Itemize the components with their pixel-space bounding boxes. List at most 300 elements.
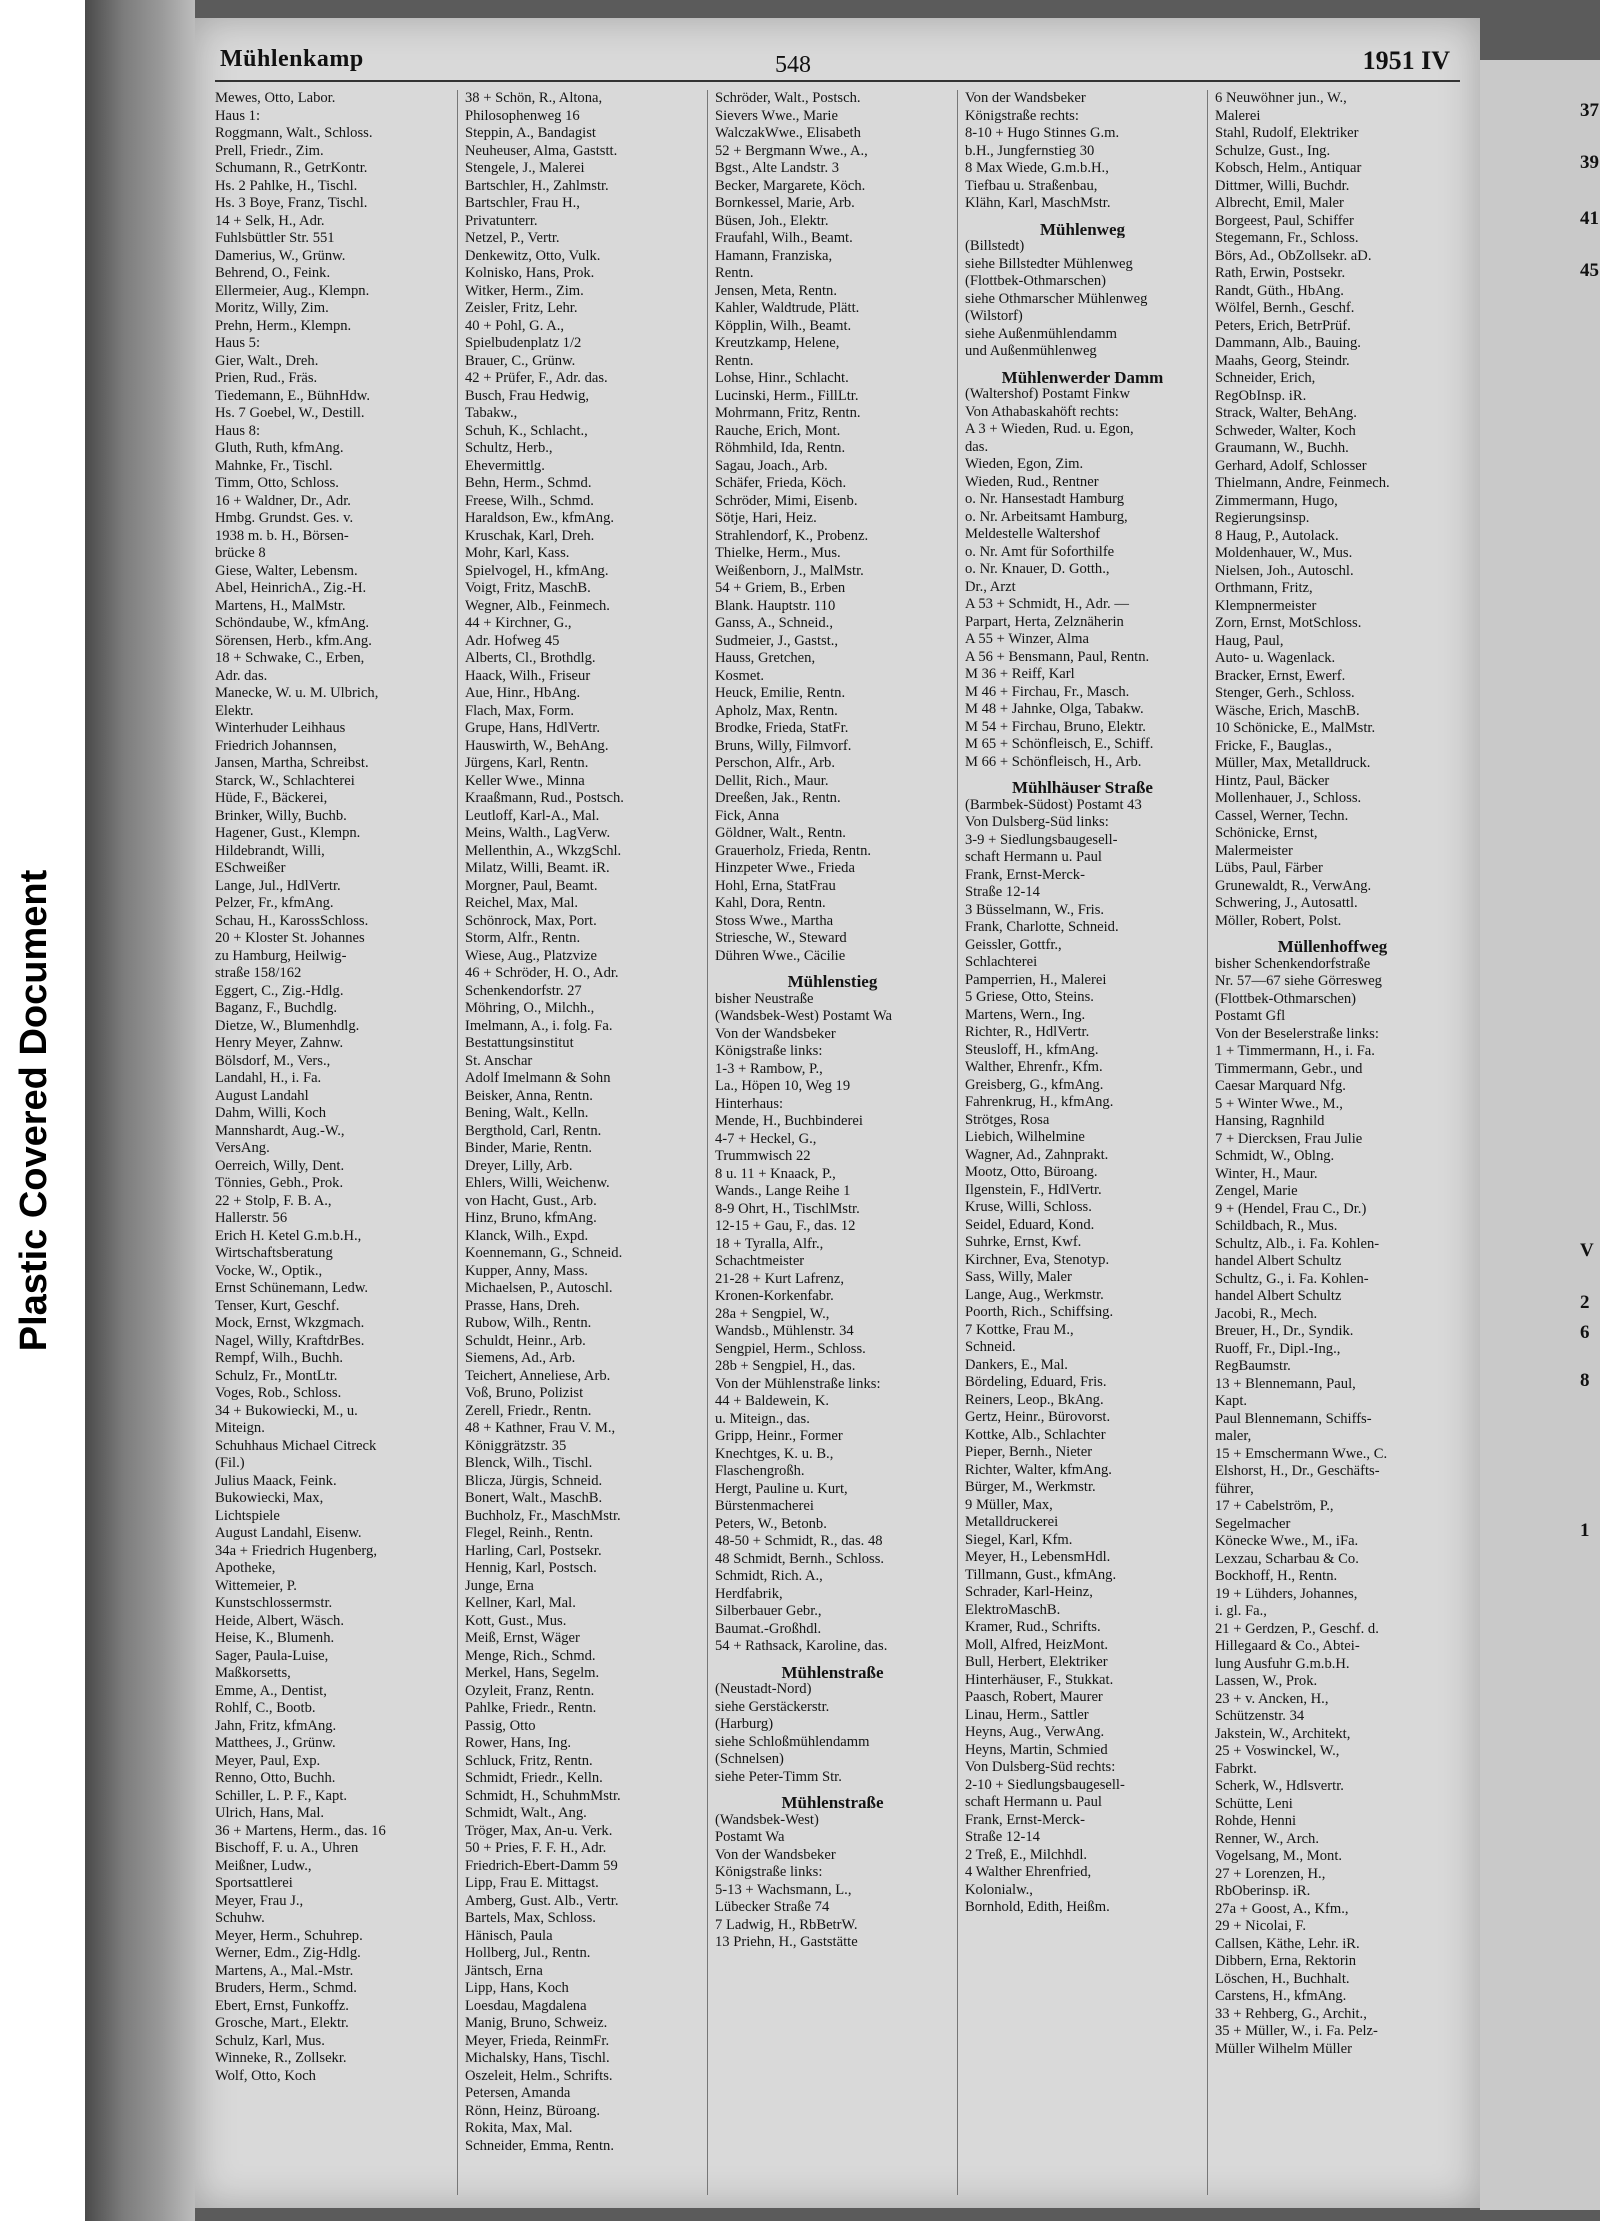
directory-entry: Netzel, P., Vertr.: [465, 230, 560, 246]
directory-entry: (Schnelsen): [715, 1751, 784, 1767]
directory-entry: Schützenstr. 34: [1215, 1708, 1305, 1724]
directory-entry: Renner, W., Arch.: [1215, 1830, 1319, 1847]
directory-entry: zu Hamburg, Heilwig-: [215, 947, 347, 964]
directory-entry: Loesdau, Magdalena: [465, 1997, 587, 2014]
directory-entry: Emme, A., Dentist,: [215, 1682, 327, 1699]
directory-entry: Königstraße links:: [715, 1043, 823, 1059]
directory-entry: Von der Mühlenstraße links:: [715, 1375, 881, 1392]
directory-entry: Baumat.-Großhdl.: [715, 1620, 822, 1637]
directory-entry: Sengpiel, Herm., Schloss.: [715, 1340, 866, 1357]
directory-entry: Pahlke, Friedr., Rentn.: [465, 1700, 597, 1716]
directory-entry: 42 + Prüfer, F., Adr. das.: [465, 370, 608, 386]
directory-entry: 34 + Bukowiecki, M., u.: [215, 1402, 358, 1419]
directory-entry: von Hacht, Gust., Arb.: [465, 1192, 597, 1209]
directory-entry: 3 Büsselmann, W., Fris.: [965, 901, 1105, 918]
directory-entry: M 36 + Reiff, Karl: [965, 666, 1075, 682]
directory-entry: Voigt, Fritz, MaschB.: [465, 580, 591, 596]
directory-entry: Auto- u. Wagenlack.: [1215, 650, 1336, 666]
directory-entry: Wirtschaftsberatung: [215, 1245, 333, 1261]
directory-entry: Pamperrien, H., Malerei: [965, 971, 1107, 988]
header-street: Mühlenkamp: [220, 46, 364, 72]
directory-entry: siehe Peter-Timm Str.: [715, 1768, 842, 1785]
directory-entry: Poorth, Rich., Schiffsing.: [965, 1304, 1114, 1320]
directory-entry: Martens, A., Mal.-Mstr.: [215, 1962, 354, 1979]
directory-entry: Dietze, W., Blumenhdlg.: [215, 1017, 360, 1034]
directory-entry: Witker, Herm., Zim.: [465, 282, 584, 299]
directory-entry: Schultz, Herb.,: [465, 440, 553, 456]
column-2: [465, 90, 700, 2195]
directory-entry: Bischoff, F. u. A., Uhren: [215, 1840, 359, 1856]
directory-entry: Tenser, Kurt, Geschf.: [215, 1297, 340, 1314]
directory-entry: Seidel, Eduard, Kond.: [965, 1216, 1095, 1233]
directory-entry: Roggmann, Walt., Schloss.: [215, 125, 373, 141]
directory-entry: Kahl, Dora, Rentn.: [715, 895, 826, 911]
directory-entry: 18 + Tyralla, Alfr.,: [715, 1235, 824, 1252]
directory-entry: Metalldruckerei: [965, 1514, 1059, 1530]
directory-entry: Blicza, Jürgis, Schneid.: [465, 1472, 603, 1489]
directory-entry: Caesar Marquard Nfg.: [1215, 1078, 1346, 1094]
directory-entry: 21 + Gerdzen, P., Geschf. d.: [1215, 1620, 1379, 1637]
directory-entry: 7 + Diercksen, Frau Julie: [1215, 1130, 1363, 1147]
directory-entry: Fricke, F., Bauglas.,: [1215, 737, 1332, 754]
directory-entry: Schulz, Karl, Mus.: [215, 2032, 325, 2049]
directory-entry: 1938 m. b. H., Börsen-: [215, 527, 349, 544]
directory-entry: August Landahl, Eisenw.: [215, 1525, 362, 1541]
directory-entry: (Neustadt-Nord): [715, 1681, 812, 1697]
directory-entry: Hs. 3 Boye, Franz, Tischl.: [215, 195, 368, 211]
directory-entry: 33 + Rehberg, G., Archit.,: [1215, 2005, 1367, 2022]
directory-entry: Grunewaldt, R., VerwAng.: [1215, 877, 1372, 894]
directory-entry: Königstraße links:: [715, 1864, 823, 1880]
directory-entry: Michaelsen, P., Autoschl.: [465, 1280, 613, 1296]
directory-entry: 16 + Waldner, Dr., Adr.: [215, 492, 351, 509]
directory-entry: Moll, Alfred, HeizMont.: [965, 1636, 1109, 1653]
directory-entry: Schumann, R., GetrKontr.: [215, 160, 368, 176]
directory-entry: Privatunterr.: [465, 212, 538, 229]
directory-entry: A 56 + Bensmann, Paul, Rentn.: [965, 648, 1150, 665]
directory-entry: Gier, Walt., Dreh.: [215, 352, 319, 369]
directory-entry: (Billstedt): [965, 238, 1025, 254]
directory-entry: Dahm, Willi, Koch: [215, 1105, 327, 1121]
directory-entry: Meiß, Ernst, Wäger: [465, 1630, 580, 1646]
directory-entry: Fabrkt.: [1215, 1760, 1257, 1777]
directory-entry: Lipp, Hans, Koch: [465, 1980, 569, 1996]
directory-entry: Bestattungsinstitut: [465, 1035, 574, 1051]
directory-entry: M 54 + Firchau, Bruno, Elektr.: [965, 718, 1146, 735]
directory-entry: (Flottbek-Othmarschen): [965, 273, 1107, 289]
directory-entry: Rempf, Wilh., Buchh.: [215, 1350, 344, 1366]
directory-entry: Matthees, J., Grünw.: [215, 1735, 336, 1751]
directory-entry: Bruns, Willy, Filmvorf.: [715, 737, 852, 754]
directory-entry: Mellenthin, A., WkzgSchl.: [465, 842, 622, 859]
directory-entry: 8 Max Wiede, G.m.b.H.,: [965, 160, 1109, 176]
directory-entry: Schwering, J., Autosattl.: [1215, 895, 1358, 911]
directory-entry: 1-3 + Rambow, P.,: [715, 1060, 823, 1077]
directory-entry: Voß, Bruno, Polizist: [465, 1385, 584, 1401]
directory-entry: Oerreich, Willy, Dent.: [215, 1157, 345, 1174]
directory-entry: Sportsattlerei: [215, 1875, 293, 1891]
directory-entry: Königgrätzstr. 35: [465, 1437, 567, 1454]
directory-entry: (Flottbek-Othmarschen): [1215, 990, 1357, 1007]
directory-entry: Bukowiecki, Max,: [215, 1490, 324, 1506]
directory-entry: Von Dulsberg-Süd rechts:: [965, 1759, 1116, 1775]
directory-entry: Zerell, Friedr., Rentn.: [465, 1402, 592, 1419]
directory-entry: A 55 + Winzer, Alma: [965, 631, 1089, 647]
directory-entry: o. Nr. Arbeitsamt Hamburg,: [965, 508, 1128, 525]
directory-entry: Blank. Hauptstr. 110: [715, 597, 836, 614]
directory-entry: Giese, Walter, Lebensm.: [215, 562, 358, 579]
directory-entry: Kolonialw.,: [965, 1881, 1033, 1898]
directory-entry: Schlachterei: [965, 954, 1038, 970]
directory-entry: Bgst., Alte Landstr. 3: [715, 160, 840, 176]
directory-entry: Adolf Imelmann & Sohn: [465, 1070, 611, 1086]
directory-entry: 8 u. 11 + Knaack, P.,: [715, 1165, 836, 1182]
directory-entry: Haack, Wilh., Friseur: [465, 667, 591, 684]
directory-entry: Ehevermittlg.: [465, 457, 545, 474]
directory-entry: Mohrmann, Fritz, Rentn.: [715, 405, 861, 421]
directory-entry: Jäntsch, Erna: [465, 1962, 543, 1979]
directory-entry: Jacobi, R., Mech.: [1215, 1305, 1318, 1322]
directory-entry: Prasse, Hans, Dreh.: [465, 1297, 580, 1314]
directory-entry: Vogelsang, M., Mont.: [1215, 1848, 1343, 1864]
directory-entry: Von der Wandsbeker: [965, 90, 1086, 106]
directory-entry: Bördeling, Eduard, Fris.: [965, 1374, 1107, 1390]
directory-entry: Baganz, F., Buchdlg.: [215, 1000, 338, 1016]
directory-entry: 25 + Voswinckel, W.,: [1215, 1743, 1340, 1759]
directory-entry: Adr. Hofweg 45: [465, 632, 560, 649]
directory-entry: Merkel, Hans, Segelm.: [465, 1665, 600, 1681]
directory-entry: Albrecht, Emil, Maler: [1215, 195, 1344, 211]
directory-entry: Flegel, Reinh., Rentn.: [465, 1525, 594, 1541]
directory-entry: schaft Hermann u. Paul: [965, 849, 1102, 865]
directory-entry: Dr., Arzt: [965, 578, 1016, 595]
directory-entry: (Wilstorf): [965, 308, 1023, 324]
directory-entry: Schmidt, W., Oblng.: [1215, 1148, 1335, 1164]
directory-entry: Richter, R., HdlVertr.: [965, 1024, 1090, 1040]
directory-entry: Grosche, Mart., Elektr.: [215, 2015, 349, 2031]
directory-entry: Teichert, Anneliese, Arb.: [465, 1367, 611, 1384]
directory-entry: Dammann, Alb., Bauing.: [1215, 335, 1361, 351]
directory-entry: Hinzpeter Wwe., Frieda: [715, 860, 855, 876]
directory-entry: Eggert, C., Zig.-Hdlg.: [215, 982, 344, 999]
directory-entry: Abel, HeinrichA., Zig.-H.: [215, 580, 367, 596]
directory-entry: Schenkendorfstr. 27: [465, 982, 582, 999]
directory-entry: 20 + Kloster St. Johannes: [215, 930, 365, 946]
directory-entry: Brodke, Frieda, StatFr.: [715, 720, 849, 736]
directory-entry: Kosmet.: [715, 667, 765, 684]
directory-entry: 36 + Martens, Herm., das. 16: [215, 1822, 386, 1839]
directory-entry: Reiners, Leop., BkAng.: [965, 1391, 1104, 1408]
directory-entry: Mohr, Karl, Kass.: [465, 545, 570, 561]
directory-entry: 14 + Selk, H., Adr.: [215, 212, 325, 229]
column-divider: [707, 90, 708, 2195]
directory-entry: Hergt, Pauline u. Kurt,: [715, 1480, 848, 1497]
directory-entry: Kunstschlossermstr.: [215, 1595, 333, 1611]
directory-entry: 6 Neuwöhner jun., W.,: [1215, 90, 1347, 106]
directory-entry: Meyer, H., LebensmHdl.: [965, 1549, 1111, 1565]
directory-entry: Heise, K., Blumenh.: [215, 1630, 335, 1646]
directory-entry: Thielke, Herm., Mus.: [715, 545, 841, 561]
directory-entry: Postamt Gfl: [1215, 1008, 1286, 1024]
directory-entry: o. Nr. Amt für Soforthilfe: [965, 543, 1115, 560]
directory-entry: 9 Müller, Max,: [965, 1496, 1053, 1513]
directory-entry: Liebich, Wilhelmine: [965, 1129, 1085, 1145]
directory-entry: Köpplin, Wilh., Beamt.: [715, 317, 852, 334]
directory-entry: 4 Walther Ehrenfried,: [965, 1864, 1092, 1880]
directory-entry: Zeisler, Fritz, Lehr.: [465, 300, 578, 316]
directory-entry: Moldenhauer, W., Mus.: [1215, 545, 1353, 561]
directory-entry: Geissler, Gottfr.,: [965, 936, 1062, 953]
directory-entry: Möller, Robert, Polst.: [1215, 912, 1342, 929]
directory-entry: Von der Beselerstraße links:: [1215, 1025, 1379, 1042]
directory-entry: Stegemann, Fr., Schloss.: [1215, 230, 1359, 246]
directory-entry: Zorn, Ernst, MotSchloss.: [1215, 615, 1362, 631]
directory-entry: bisher Neustraße: [715, 990, 814, 1007]
directory-entry: Fahrenkrug, H., kfmAng.: [965, 1094, 1114, 1110]
directory-entry: Bornhold, Edith, Heißm.: [965, 1899, 1110, 1915]
directory-entry: St. Anschar: [465, 1052, 533, 1069]
column-divider: [1207, 90, 1208, 2195]
directory-entry: Schmidt, Walt., Ang.: [465, 1805, 587, 1821]
directory-entry: Hallerstr. 56: [215, 1210, 288, 1226]
directory-entry: Tiefbau u. Straßenbau,: [965, 177, 1098, 194]
directory-entry: Manecke, W. u. M. Ulbrich,: [215, 685, 379, 701]
directory-entry: Spielvogel, H., kfmAng.: [465, 562, 609, 579]
directory-entry: 7 Ladwig, H., RbBetrW.: [715, 1916, 858, 1933]
directory-entry: Hillegaard & Co., Abtei-: [1215, 1638, 1360, 1654]
directory-entry: Stoss Wwe., Martha: [715, 912, 834, 929]
directory-entry: Mannshardt, Aug.-W.,: [215, 1122, 345, 1139]
directory-entry: Blenck, Wilh., Tischl.: [465, 1455, 593, 1471]
directory-entry: Schmidt, H., SchuhmMstr.: [465, 1787, 621, 1804]
directory-entry: Jansen, Martha, Schreibst.: [215, 755, 369, 771]
directory-entry: Könecke Wwe., M., iFa.: [1215, 1533, 1359, 1549]
directory-entry: Lucinski, Herm., FillLtr.: [715, 387, 859, 404]
directory-page: [195, 18, 1480, 2208]
directory-entry: Orthmann, Fritz,: [1215, 580, 1313, 596]
directory-entry: Schau, H., KarossSchloss.: [215, 912, 369, 929]
directory-entry: Nr. 57—67 siehe Görresweg: [1215, 973, 1382, 989]
directory-entry: Parpart, Herta, Zelznäherin: [965, 613, 1124, 630]
adjacent-page-number: 45: [1580, 260, 1599, 281]
directory-entry: Dibbern, Erna, Rektorin: [1215, 1953, 1357, 1969]
directory-entry: Segelmacher: [1215, 1515, 1291, 1532]
directory-entry: Keller Wwe., Minna: [465, 772, 585, 789]
directory-entry: Dreeßen, Jak., Rentn.: [715, 790, 841, 806]
directory-entry: Maahs, Georg, Steindr.: [1215, 352, 1350, 369]
directory-entry: A 53 + Schmidt, H., Adr. —: [965, 596, 1129, 612]
directory-entry: Adr. das.: [215, 667, 268, 684]
directory-entry: Schuh, K., Schlacht.,: [465, 422, 588, 439]
directory-entry: (Barmbek-Südost) Postamt 43: [965, 796, 1142, 813]
directory-entry: Löschen, H., Buchhalt.: [1215, 1970, 1350, 1987]
directory-entry: 4-7 + Heckel, G.,: [715, 1130, 817, 1147]
directory-entry: Harling, Carl, Postsekr.: [465, 1542, 602, 1559]
directory-entry: Flach, Max, Form.: [465, 702, 575, 719]
directory-entry: 27 + Lorenzen, H.,: [1215, 1865, 1326, 1882]
directory-entry: Trummwisch 22: [715, 1148, 811, 1164]
directory-entry: Wiese, Aug., Platzvize: [465, 947, 597, 964]
directory-entry: Frank, Ernst-Merck-: [965, 1811, 1085, 1828]
directory-entry: Maßkorsetts,: [215, 1665, 291, 1681]
directory-entry: Steppin, A., Bandagist: [465, 125, 596, 141]
directory-entry: Malerei: [1215, 107, 1261, 124]
directory-entry: Lohse, Hinr., Schlacht.: [715, 370, 849, 386]
directory-entry: Zengel, Marie: [1215, 1183, 1298, 1199]
directory-entry: 2 Treß, E., Milchhdl.: [965, 1846, 1088, 1863]
directory-entry: Göldner, Walt., Rentn.: [715, 825, 846, 841]
directory-entry: Kobsch, Helm., Antiquar: [1215, 160, 1362, 176]
directory-entry: Aue, Hinr., HbAng.: [465, 685, 581, 701]
plastic-cover-edge: [85, 0, 195, 2221]
directory-entry: Kottke, Alb., Schlachter: [965, 1426, 1106, 1443]
directory-entry: Ehlers, Willi, Weichenw.: [465, 1175, 610, 1191]
directory-entry: Winter, H., Maur.: [1215, 1165, 1318, 1182]
directory-entry: Heuck, Emilie, Rentn.: [715, 685, 846, 701]
directory-entry: (Fil.): [215, 1455, 245, 1471]
street-heading: Mühlenstieg: [787, 973, 878, 991]
directory-entry: Suhrke, Ernst, Kwf.: [965, 1234, 1082, 1250]
directory-entry: 8-10 + Hugo Stinnes G.m.: [965, 125, 1120, 141]
directory-entry: Binder, Marie, Rentn.: [465, 1140, 593, 1156]
directory-entry: Werner, Edm., Zig-Hdlg.: [215, 1945, 361, 1961]
directory-entry: Hagener, Gust., Klempn.: [215, 825, 361, 841]
directory-entry: RbOberinsp. iR.: [1215, 1883, 1311, 1899]
directory-entry: Klempnermeister: [1215, 597, 1317, 614]
directory-entry: WalczakWwe., Elisabeth: [715, 125, 861, 141]
directory-entry: Brinker, Willy, Buchb.: [215, 807, 347, 824]
directory-entry: Wagner, Ad., Zahnprakt.: [965, 1146, 1109, 1163]
directory-entry: Tillmann, Gust., kfmAng.: [965, 1566, 1117, 1583]
directory-entry: Breuer, H., Dr., Syndik.: [1215, 1323, 1354, 1339]
directory-entry: Paasch, Robert, Maurer: [965, 1689, 1103, 1705]
directory-entry: Fick, Anna: [715, 807, 780, 824]
directory-entry: Lübs, Paul, Färber: [1215, 860, 1323, 876]
directory-entry: Schrader, Karl-Heinz,: [965, 1584, 1093, 1600]
directory-entry: Menge, Rich., Schmd.: [465, 1647, 596, 1664]
directory-entry: 5 Griese, Otto, Steins.: [965, 989, 1094, 1005]
directory-entry: Friedrich Johannsen,: [215, 737, 337, 754]
directory-entry: Petersen, Amanda: [465, 2085, 571, 2101]
directory-entry: Sötje, Hari, Heiz.: [715, 510, 817, 526]
directory-entry: Haus 8:: [215, 422, 260, 439]
directory-entry: Junge, Erna: [465, 1577, 534, 1594]
directory-entry: Schuldt, Heinr., Arb.: [465, 1332, 586, 1349]
directory-entry: Siegel, Karl, Kfm.: [965, 1531, 1073, 1548]
directory-entry: Kapt.: [1215, 1393, 1248, 1409]
directory-entry: Tönnies, Gebh., Prok.: [215, 1175, 344, 1191]
directory-entry: Lexzau, Scharbau & Co.: [1215, 1550, 1359, 1567]
directory-entry: Freese, Wilh., Schmd.: [465, 492, 594, 509]
directory-entry: Klanck, Wilh., Expd.: [465, 1227, 589, 1244]
directory-entry: Mahnke, Fr., Tischl.: [215, 457, 333, 474]
directory-entry: Hildebrandt, Willi,: [215, 842, 325, 859]
directory-entry: Miteign.: [215, 1420, 265, 1436]
directory-entry: 34a + Friedrich Hugenberg,: [215, 1542, 377, 1559]
directory-entry: Tröger, Max, An-u. Verk.: [465, 1822, 613, 1839]
directory-entry: Paul Blennemann, Schiffs-: [1215, 1410, 1372, 1427]
directory-entry: 1 + Timmermann, H., i. Fa.: [1215, 1043, 1375, 1059]
directory-entry: Pieper, Bernh., Nieter: [965, 1444, 1093, 1460]
directory-entry: Kruse, Willi, Schloss.: [965, 1199, 1092, 1215]
directory-entry: Sagau, Joach., Arb.: [715, 457, 828, 474]
directory-entry: Heide, Albert, Wäsch.: [215, 1612, 345, 1629]
directory-entry: Hauss, Gretchen,: [715, 650, 816, 666]
directory-entry: Dellit, Rich., Maur.: [715, 772, 829, 789]
directory-entry: 48 Schmidt, Bernh., Schloss.: [715, 1550, 885, 1567]
directory-entry: Rower, Hans, Ing.: [465, 1735, 572, 1751]
directory-entry: Prehn, Herm., Klempn.: [215, 317, 352, 334]
directory-entry: Sievers Wwe., Marie: [715, 107, 838, 124]
directory-entry: Börs, Ad., ObZollsekr. aD.: [1215, 247, 1372, 264]
directory-entry: Bracker, Ernst, Ewerf.: [1215, 667, 1346, 684]
directory-entry: Rath, Erwin, Postsekr.: [1215, 265, 1346, 281]
directory-entry: Schönrock, Max, Port.: [465, 912, 597, 929]
directory-entry: Schultz, Alb., i. Fa. Kohlen-: [1215, 1235, 1380, 1252]
directory-entry: Rokita, Max, Mal.: [465, 2120, 573, 2136]
directory-entry: Sass, Willy, Maler: [965, 1269, 1072, 1285]
directory-entry: RegBaumstr.: [1215, 1358, 1291, 1374]
directory-entry: Hauswirth, W., BehAng.: [465, 737, 609, 754]
directory-entry: Schröder, Walt., Postsch.: [715, 90, 861, 106]
directory-entry: Carstens, H., kfmAng.: [1215, 1988, 1347, 2004]
directory-entry: Beisker, Anna, Rentn.: [465, 1087, 593, 1104]
directory-entry: 44 + Kirchner, G.,: [465, 615, 572, 631]
directory-entry: M 48 + Jahnke, Olga, Tabakw.: [965, 701, 1144, 717]
directory-entry: Moritz, Willy, Zim.: [215, 300, 329, 316]
directory-entry: Ernst Schünemann, Ledw.: [215, 1280, 369, 1296]
directory-entry: 8-9 Ohrt, H., TischlMstr.: [715, 1200, 860, 1217]
directory-entry: Schütte, Leni: [1215, 1795, 1293, 1812]
directory-entry: Gripp, Heinr., Former: [715, 1428, 843, 1444]
directory-entry: Schneider, Emma, Rentn.: [465, 2137, 614, 2154]
directory-entry: Silberbauer Gebr.,: [715, 1603, 822, 1619]
directory-entry: Ozyleit, Franz, Rentn.: [465, 1682, 595, 1699]
directory-entry: Manig, Bruno, Schweiz.: [465, 2015, 608, 2031]
directory-entry: Schröder, Mimi, Eisenb.: [715, 492, 858, 509]
directory-entry: 48 + Kathner, Frau V. M.,: [465, 1420, 616, 1436]
directory-entry: Kolnisko, Hans, Prok.: [465, 265, 595, 281]
directory-entry: Hohl, Erna, StatFrau: [715, 877, 836, 894]
directory-entry: Wieden, Rud., Rentner: [965, 473, 1099, 490]
directory-entry: handel Albert Schultz: [1215, 1253, 1342, 1269]
directory-entry: Gertz, Heinr., Bürovorst.: [965, 1409, 1111, 1425]
directory-entry: Sudmeier, J., Gastst.,: [715, 632, 839, 649]
directory-entry: 8 Haug, P., Autolack.: [1215, 527, 1339, 544]
directory-entry: 10 Schönicke, E., MalMstr.: [1215, 720, 1376, 736]
directory-entry: 46 + Schröder, H. O., Adr.: [465, 965, 619, 981]
directory-entry: Wölfel, Bernh., Geschf.: [1215, 300, 1355, 316]
directory-entry: Heyns, Aug., VerwAng.: [965, 1724, 1105, 1740]
directory-entry: Hinz, Bruno, kfmAng.: [465, 1210, 597, 1226]
directory-entry: Meins, Walth., LagVerw.: [465, 825, 611, 841]
directory-entry: ElektroMaschB.: [965, 1601, 1061, 1618]
directory-entry: Apholz, Max, Rentn.: [715, 702, 838, 719]
directory-entry: RegObInsp. iR.: [1215, 387, 1307, 404]
directory-entry: Knechtges, K. u. B.,: [715, 1445, 834, 1462]
directory-entry: Hüde, F., Bäckerei,: [215, 790, 328, 806]
directory-entry: Voges, Rob., Schloss.: [215, 1385, 342, 1401]
directory-entry: Bull, Herbert, Elektriker: [965, 1654, 1108, 1670]
directory-entry: Gerhard, Adolf, Schlosser: [1215, 457, 1367, 474]
directory-entry: Hamann, Franziska,: [715, 247, 833, 264]
directory-entry: Prien, Rud., Fräs.: [215, 370, 318, 386]
directory-entry: Alberts, Cl., Brothdlg.: [465, 650, 596, 666]
directory-entry: Busch, Frau Hedwig,: [465, 387, 590, 404]
side-label: Plastic Covered Document: [13, 869, 56, 1352]
directory-entry: Winneke, R., Zollsekr.: [215, 2050, 347, 2066]
directory-entry: Wäsche, Erich, MaschB.: [1215, 702, 1360, 719]
